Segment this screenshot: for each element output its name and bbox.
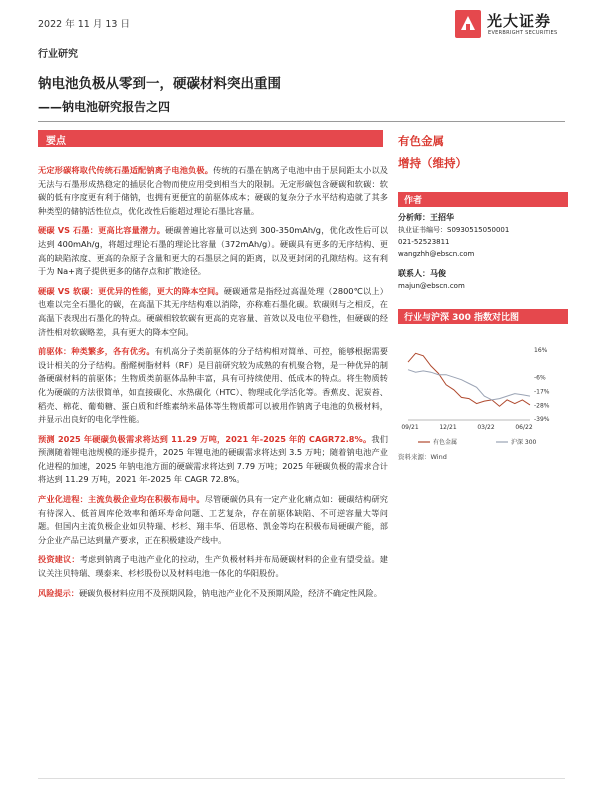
report-date: 2022 年 11 月 13 日 xyxy=(38,19,130,30)
key-point-lead: 无定形碳将取代传统石墨适配钠离子电池负极。 xyxy=(38,165,214,175)
key-point-lead: 预测 2025 年硬碳负极需求将达到 11.29 万吨，2021 年-2025 年的 CAGR72.8%。 xyxy=(38,433,372,444)
key-point-text: 尽管硬碳仍具有一定产业化痛点如：硬碳结构研究有待深入、低首周库伦效率和循环寿命问题、工艺复杂，存在前驱体缺陷、不可逆容量大等问题。但国内主流负极企业如贝特瑞、杉杉、翔丰华、佰思格、凯金等均在积极布局硬碳产能，部分企业产品已达到量产要求，正在积极建设产线中。 xyxy=(38,494,388,545)
logo-text-en: EVERBRIGHT SECURITIES xyxy=(488,30,558,36)
sector-name: 有色金属 xyxy=(398,134,444,148)
key-point-lead: 产业化进程：主流负极企业均在积极布局中。 xyxy=(38,494,205,505)
key-point-paragraph xyxy=(38,493,388,547)
chart-header xyxy=(398,309,568,324)
key-point-text: 硬碳普遍比容量可以达到 300-350mAh/g，优化改性后可以达到 400mAh/g，将超过理论石墨的理论比容量（372mAh/g）。硬碳具有更多的无序结构、更高的缺陷浓度、更高的杂原子含量和更大的石墨层之间的距离，以及更封闭的孔隙结构。这有利于为 Na+离子提供更多的储存点和扩散途径。 xyxy=(38,225,388,277)
x-tick-label: 09/21 xyxy=(401,424,419,431)
key-point-paragraph xyxy=(38,285,388,339)
key-point-lead: 风险提示： xyxy=(38,587,79,598)
x-tick-label: 06/22 xyxy=(515,424,533,431)
y-tick-label: -6% xyxy=(534,374,546,382)
key-points-header xyxy=(38,130,383,147)
header-divider xyxy=(38,121,565,122)
key-point-paragraph xyxy=(38,224,388,278)
key-point-lead: 硬碳 VS 石墨：更高比容量潜力。 xyxy=(38,225,166,236)
chart-title: 行业与沪深 300 指数对比图 xyxy=(404,313,520,323)
key-point-text: 硬碳通常是指经过高温处理（2800℃以上）也难以完全石墨化的碳，在高温下其无序结构难以消除，亦称难石墨化碳。软碳则与之相反，在高温下表现出石墨化的特点。硬碳相较软碳有更高的克容量、首效以及电位平稳性，但硬碳的经济性相对软碳略差，具有更大的降本空间。 xyxy=(38,285,388,337)
chart-source: 资料来源：Wind xyxy=(398,453,447,461)
analyst-certificate: 执业证书编号：S0930515050001 xyxy=(398,226,510,234)
y-tick-label: 16% xyxy=(534,347,548,355)
x-tick-label: 03/22 xyxy=(477,424,495,431)
y-tick-label: -39% xyxy=(534,416,550,424)
x-tick-label: 12/21 xyxy=(439,424,457,431)
rating-value: 增持（维持） xyxy=(398,156,467,170)
rating-block xyxy=(398,133,568,171)
contact-email[interactable]: majun@ebscn.com xyxy=(398,282,465,290)
series-line-industry xyxy=(408,353,530,406)
key-points-body xyxy=(38,164,388,606)
key-point-paragraph xyxy=(38,164,388,218)
footer-divider xyxy=(38,778,565,779)
report-category: 行业研究 xyxy=(38,49,78,60)
y-tick-label: -28% xyxy=(534,402,550,410)
logo-icon xyxy=(455,10,481,38)
logo-text-cn: 光大证券 xyxy=(487,12,552,30)
key-point-paragraph xyxy=(38,587,388,601)
key-point-lead: 硬碳 VS 软碳：更优异的性能，更大的降本空间。 xyxy=(38,285,224,296)
key-point-paragraph xyxy=(38,553,388,580)
contact-info xyxy=(398,268,568,292)
report-subtitle: ——钠电池研究报告之四 xyxy=(38,100,171,114)
key-point-text: 传统的石墨在钠离子电池中由于层间距太小以及无法与石墨形成热稳定的插层化合物而使应用受到相当大的限制。无定形碳包含硬碳和软碳：软碳的低有序度更有利于储钠，也拥有更便宜的前驱体成本；硬碳的复杂分子水平结构造就了其多种类型的储钠活性位点，优化改性后能超过理论石墨比容量。 xyxy=(38,165,388,216)
analyst-email[interactable]: wangzhh@ebscn.com xyxy=(398,250,475,258)
analyst-phone: 021-52523811 xyxy=(398,238,450,246)
authors-header xyxy=(398,192,568,207)
key-point-paragraph xyxy=(38,345,388,427)
key-point-text: 我们预测随着锂电池规模的逐步提升，2025 年锂电池的硬碳需求将达到 3.5 万吨；随着钠电池产业化进程的加速，2025 年钠电池方面的硬碳需求将达到 7.79 万吨；2025 年硬碳负极的需求合计将达到 11.29 万吨，2021 年-2025 年 CAGR 72.8%。 xyxy=(38,433,388,485)
key-point-paragraph xyxy=(38,433,388,487)
analyst-name: 分析师：王招华 xyxy=(398,213,454,222)
authors-label: 作者 xyxy=(404,196,423,206)
legend-label: 有色金属 xyxy=(433,439,458,446)
contact-name: 联系人：马俊 xyxy=(398,269,446,278)
key-points-label: 要点 xyxy=(46,136,66,147)
key-point-text: 硬碳负极材料应用不及预期风险，钠电池产业化不及预期风险，经济不确定性风险。 xyxy=(78,587,382,598)
report-title: 钠电池负极从零到一，硬碳材料突出重围 xyxy=(38,76,281,92)
y-tick-label: -17% xyxy=(534,388,550,396)
legend-label: 沪深 300 xyxy=(511,439,537,446)
key-point-text: 有机高分子类前驱体的分子结构相对简单、可控，能够根据需要设计相关的分子结构。酚醛树脂材料（RF）是目前研究较为成熟的有机聚合物，是一种优异的制备硬碳材料的前驱体；生物质类前驱体品种丰富，具有可持续使用、低成本的特点。将生物质转化为硬碳的方法很简单，如直接碳化、水热碳化（HTC）、物理或化学活化等。香蕉皮、泥炭苔、稻壳、棉花、葡萄糖、蛋白质和纤维素纳米晶体等生物质都可以被用作钠离子电池的负极材料，并显示出良好的电化学性能。 xyxy=(38,346,388,425)
key-point-lead: 投资建议： xyxy=(38,554,80,565)
key-point-lead: 前驱体：种类繁多，各有优劣。 xyxy=(38,346,155,357)
key-point-text: 考虑到钠离子电池产业化的拉动，生产负极材料并布局硬碳材料的企业有望受益。建议关注贝特瑞、璞泰来、杉杉股份以及材料电池一体化的华阳股份。 xyxy=(38,554,388,579)
company-logo xyxy=(455,8,573,40)
series-line-index xyxy=(408,370,530,400)
index-comparison-chart xyxy=(398,332,568,450)
analyst-info xyxy=(398,212,568,260)
